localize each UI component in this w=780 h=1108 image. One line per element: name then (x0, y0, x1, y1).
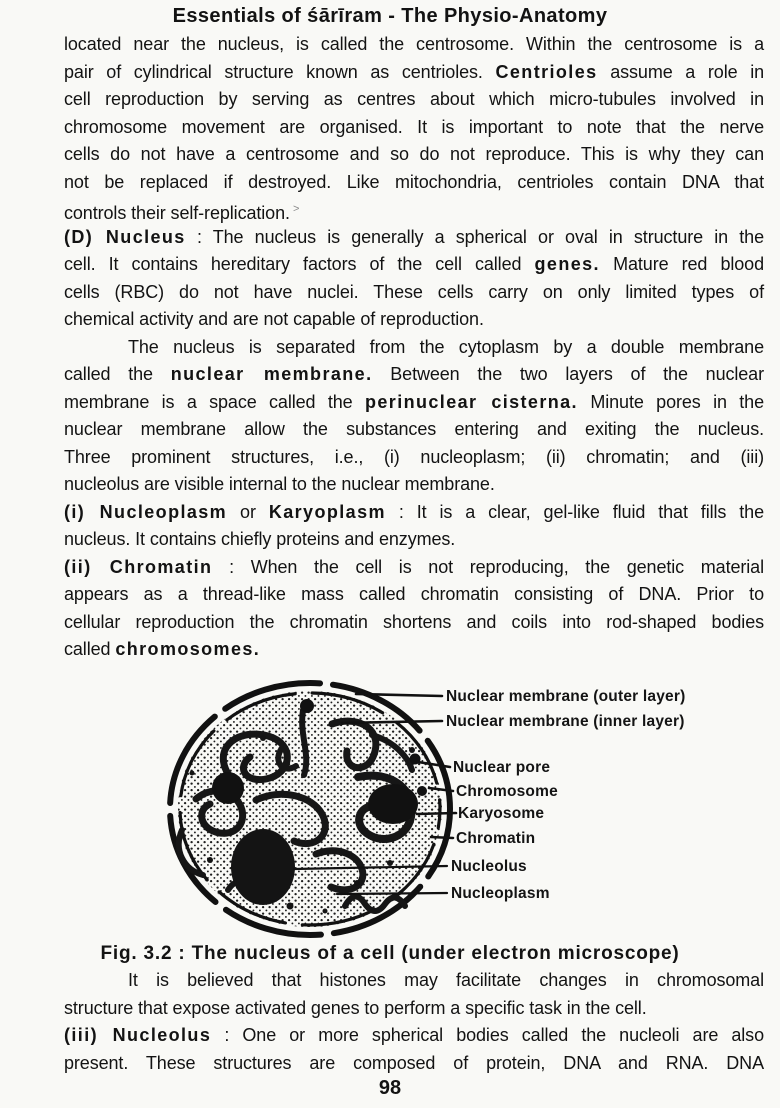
text-line: membrane is a space called the perinuclear cisterna. Minute pores in the (64, 391, 764, 412)
figure-label-chromosome: Chromosome (456, 783, 558, 800)
text-line: pair of cylindrical structure known as centrioles. Centrioles assume a role in (64, 61, 764, 82)
page-header: Essentials of śārīram - The Physio-Anatomy (172, 5, 608, 27)
figure-label-inner-membrane: Nuclear membrane (inner layer) (446, 713, 685, 730)
leader-nucleoplasm (337, 893, 447, 894)
text-line: cell reproduction by serving as centres about which micro-tubules involved in (64, 89, 764, 109)
karyosome-blob (368, 784, 418, 824)
figure-label-nuclear-pore: Nuclear pore (453, 759, 551, 776)
chromosome-blob (212, 772, 244, 804)
text-line: called the nuclear membrane. Between the two layers of the nuclear (64, 364, 764, 384)
text-line: controls their self-replication. ˃ (64, 203, 300, 223)
page-number: 98 (378, 1077, 402, 1099)
figure-caption: Fig. 3.2 : The nucleus of a cell (under electron microscope) (100, 943, 680, 964)
text-line: structure that expose activated genes to perform a specific task in the cell. (64, 997, 647, 1018)
text-line: (D) Nucleus : The nucleus is generally a spherical or oval in structure in the (64, 226, 764, 247)
scan-artifact: ˃ (289, 203, 300, 215)
nucleolus-blob (231, 829, 295, 905)
figure-label-outer-membrane: Nuclear membrane (outer layer) (446, 688, 686, 705)
figure-label-karyosome: Karyosome (458, 805, 545, 822)
text-line: nuclear membrane allow the substances entering and exiting the nucleus. (64, 419, 764, 439)
bottom-text (64, 967, 764, 1077)
text-line: cell. It contains hereditary factors of the cell called genes. Mature red blood (64, 254, 764, 274)
text-line: nucleus. It contains chiefly proteins and enzymes. (64, 529, 456, 549)
body-text (64, 31, 764, 664)
text-line: (iii) Nucleolus : One or more spherical bodies called the nucleoli are also (64, 1025, 764, 1045)
leader-karyosome (417, 813, 456, 814)
text-line: present. These structures are composed of protein, DNA and RNA. DNA (64, 1052, 764, 1073)
text-line: appears as a thread-like mass called chromatin consisting of DNA. Prior to (64, 584, 764, 604)
figure-label-nucleolus: Nucleolus (451, 858, 527, 875)
figure-label-chromatin: Chromatin (456, 830, 536, 847)
text-line: not be replaced if destroyed. Like mitochondria, centrioles contain DNA that (64, 171, 764, 192)
figure-label-nucleoplasm: Nucleoplasm (451, 885, 550, 902)
text-line: located near the nucleus, is called the centrosome. Within the centrosome is a (64, 34, 764, 54)
text-line: It is believed that histones may facilitate changes in chromosomal (128, 970, 764, 990)
text-line: cells (RBC) do not have nuclei. These cells carry on only limited types of (64, 281, 764, 302)
text-line: cellular reproduction the chromatin shortens and coils into rod-shaped bodies (64, 611, 764, 632)
membrane-granule (417, 786, 427, 796)
top-granule (300, 699, 314, 713)
text-line: chromosome movement are organised. It is important to note that the nerve (64, 116, 764, 137)
text-line: chemical activity and are not capable of reproduction. (64, 309, 484, 329)
text-line: (i) Nucleoplasm or Karyoplasm : It is a clear, gel-like fluid that fills the (64, 501, 764, 522)
text-line: called chromosomes. (64, 639, 261, 659)
text-line: cells do not have a centrosome and so do not reproduce. This is why they can (64, 144, 764, 164)
text-line: The nucleus is separated from the cytoplasm by a double membrane (128, 336, 764, 357)
leader-chromatin (431, 837, 453, 838)
text-line: Three prominent structures, i.e., (i) nucleoplasm; (ii) chromatin; and (iii) (64, 446, 764, 467)
cell-nucleus-figure (60, 678, 760, 942)
text-line: (ii) Chromatin : When the cell is not reproducing, the genetic material (64, 556, 764, 577)
text-line: nucleolus are visible internal to the nuclear membrane. (64, 474, 495, 494)
